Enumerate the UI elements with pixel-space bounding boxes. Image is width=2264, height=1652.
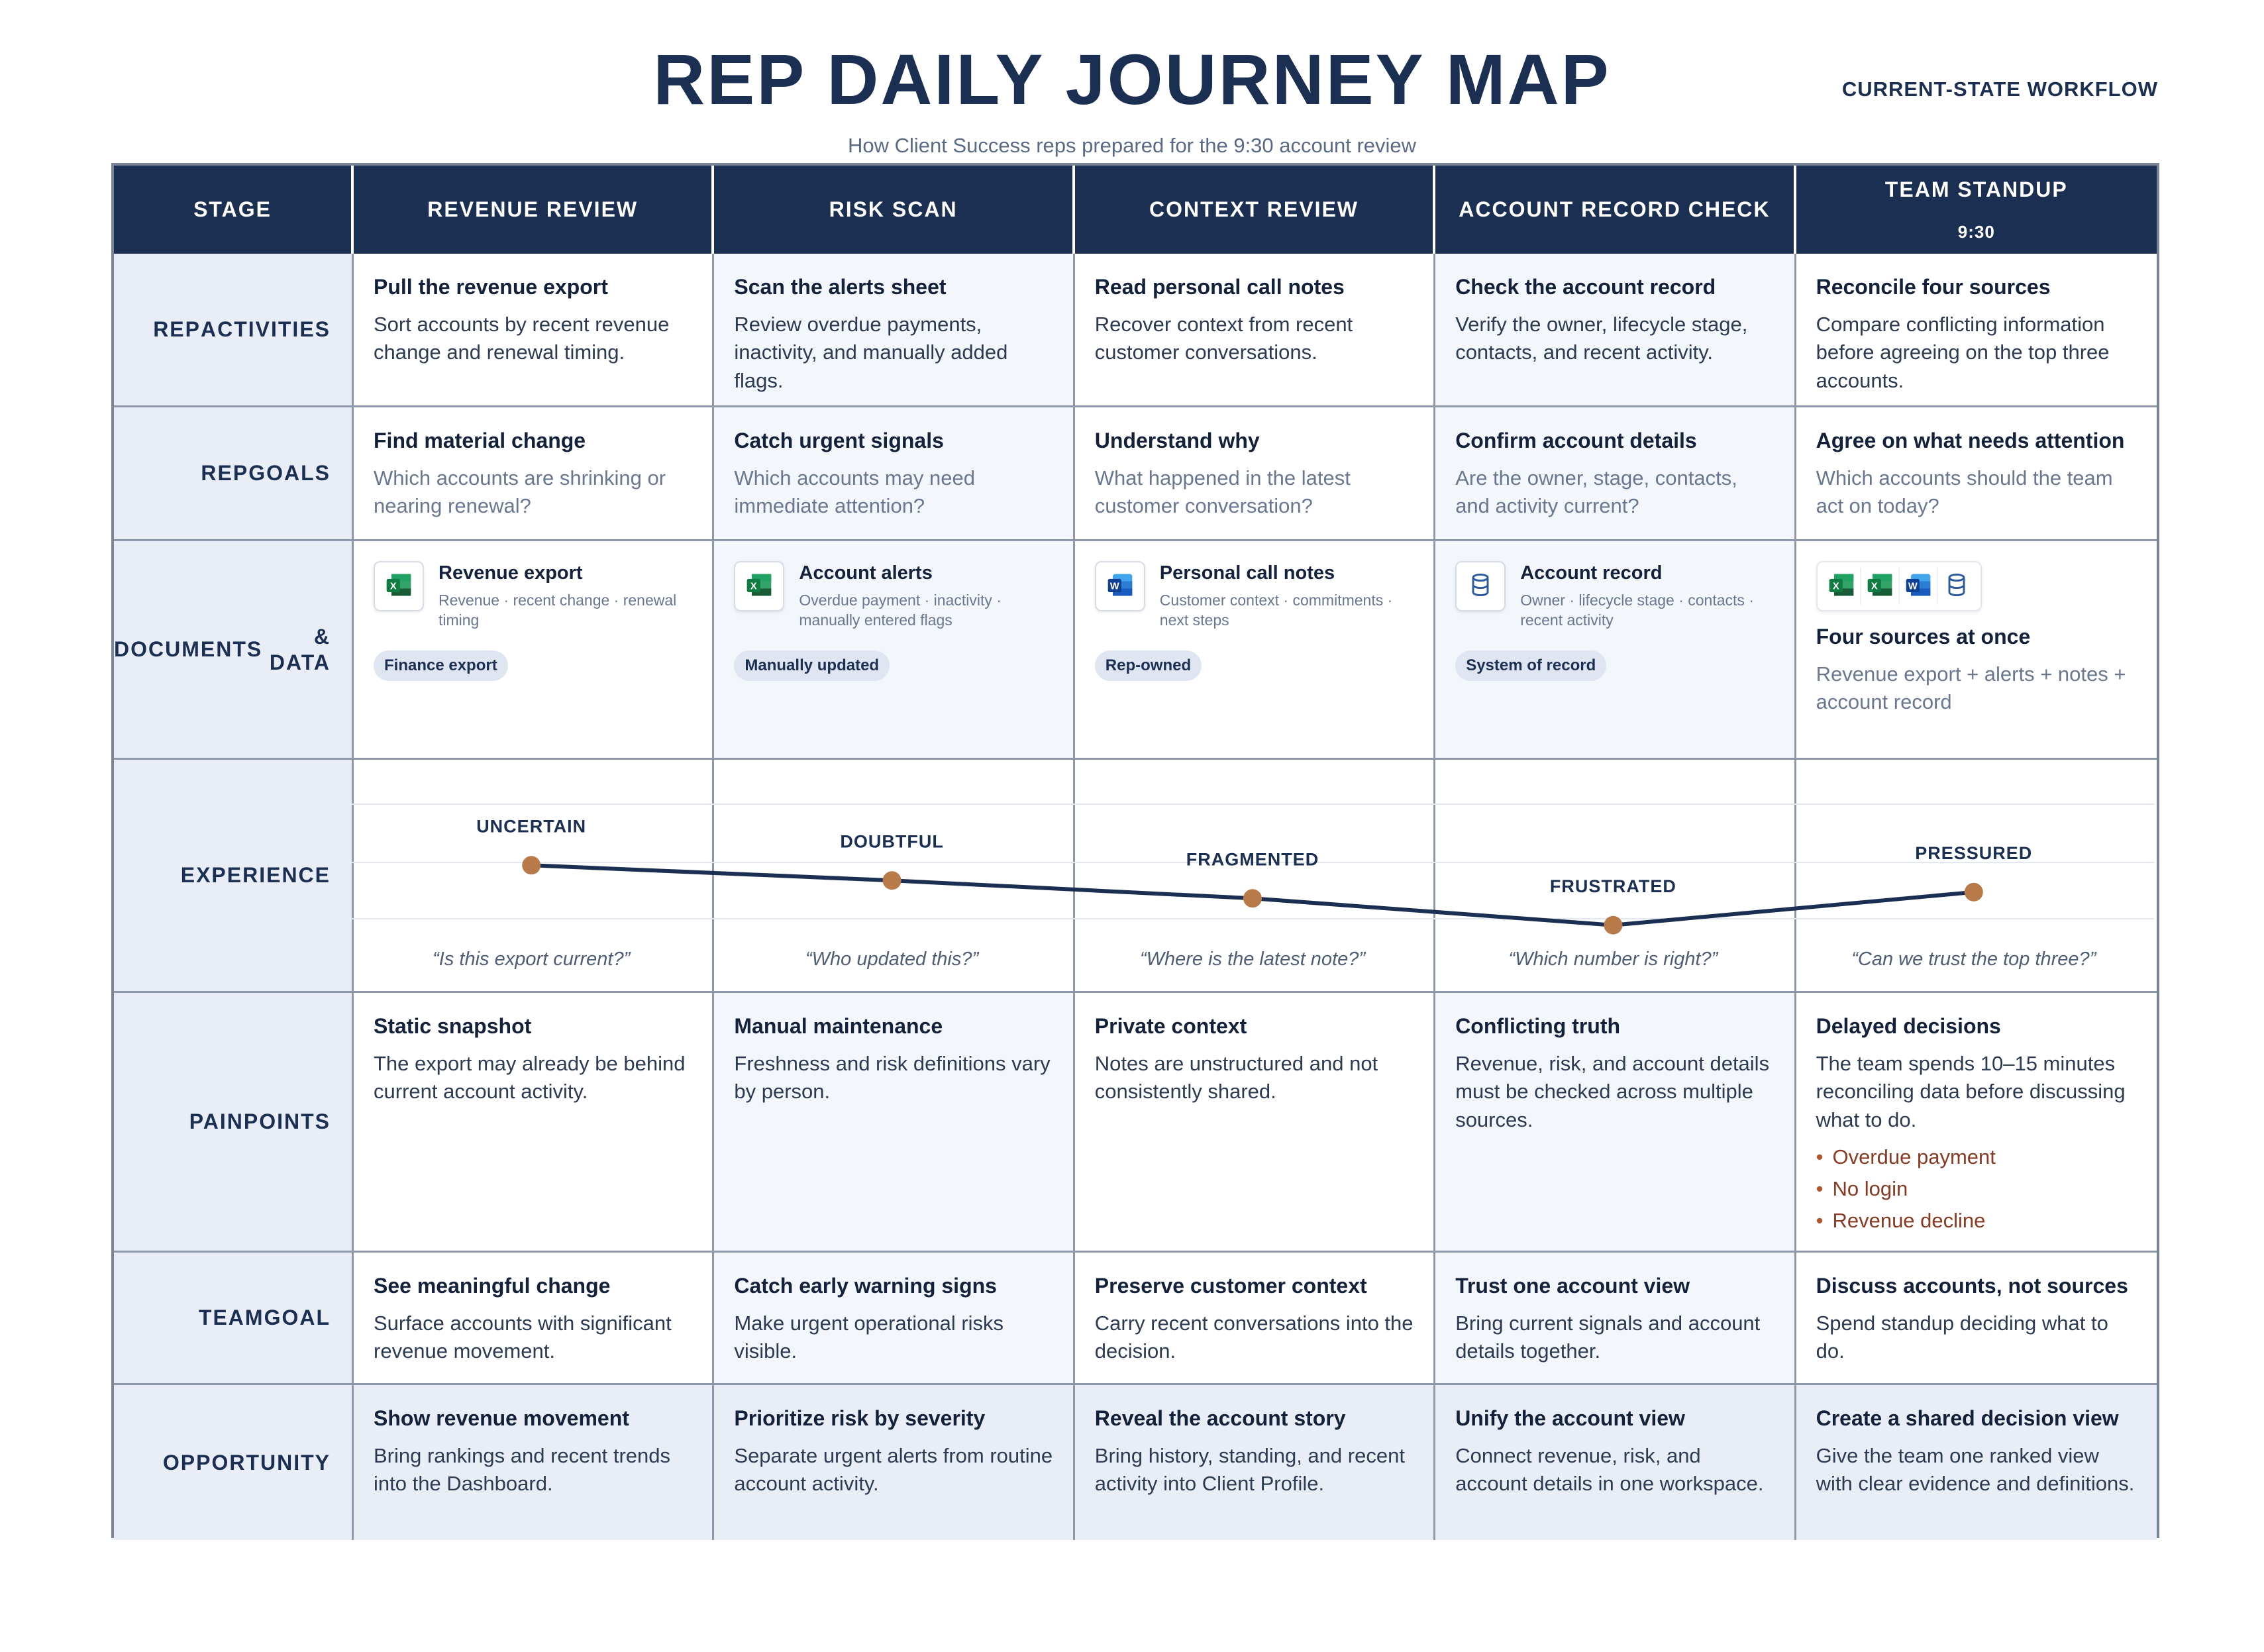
experience-quote: “Who updated this?” xyxy=(805,949,979,970)
experience-emotion: UNCERTAIN xyxy=(476,816,587,837)
goals-cell xyxy=(354,407,714,541)
goals-title: Find material change xyxy=(374,429,586,452)
svg-text:X: X xyxy=(1871,580,1878,592)
activities-text: Review overdue payments, inactivity, and manually added flags. xyxy=(734,312,1008,393)
pain-text: The export may already be behind current account activity. xyxy=(374,1051,686,1104)
opportunity-text: Bring history, standing, and recent activity into Client Profile. xyxy=(1094,1443,1405,1496)
source-badge: Rep-owned xyxy=(1095,650,1202,681)
database-icon xyxy=(1942,570,1971,603)
svg-text:X: X xyxy=(1832,580,1839,592)
team_goal-text: Make urgent operational risks visible. xyxy=(734,1311,1004,1363)
goals-text: Which accounts are shrinking or nearing renewal? xyxy=(374,466,666,518)
opportunity-text: Separate urgent alerts from routine account activity. xyxy=(734,1443,1053,1496)
stage-1 xyxy=(354,166,714,254)
document-name: Account alerts xyxy=(799,562,933,584)
team_goal-title: Preserve customer context xyxy=(1094,1274,1367,1298)
svg-text:W: W xyxy=(1109,580,1119,592)
team_goal-title: Discuss accounts, not sources xyxy=(1816,1274,2128,1298)
pain-text: Notes are unstructured and not consistently shared. xyxy=(1094,1051,1378,1104)
pain-bullet: • Overdue payment xyxy=(1816,1141,2137,1173)
documents-text: Revenue export + alerts + notes + account record xyxy=(1816,662,2126,714)
experience-quote: “Can we trust the top three?” xyxy=(1851,949,2096,970)
activities-text: Sort accounts by recent revenue change and renewal timing. xyxy=(374,312,670,364)
row-label-opportunity: OPPORTUNITY xyxy=(114,1385,354,1540)
source-badge: Manually updated xyxy=(734,650,890,681)
row-label-team_goal: TEAM GOAL xyxy=(114,1253,354,1385)
goals-cell xyxy=(1075,407,1435,541)
activities-cell xyxy=(714,254,1074,407)
excel-icon xyxy=(1827,570,1856,603)
opportunity-cell xyxy=(354,1385,714,1540)
opportunity-title: Unify the account view xyxy=(1455,1406,1685,1430)
opportunity-text: Connect revenue, risk, and account details in one workspace. xyxy=(1455,1443,1764,1496)
stage-name: TEAM STANDUP xyxy=(1884,177,2068,201)
svg-text:W: W xyxy=(1908,580,1918,592)
excel-icon xyxy=(384,570,413,603)
opportunity-text: Bring rankings and recent trends into the Dashboard. xyxy=(374,1443,671,1496)
goals-text: Which accounts may need immediate attention? xyxy=(734,466,975,518)
experience-cell xyxy=(1435,760,1796,993)
experience-cell xyxy=(1075,760,1435,993)
documents-cell xyxy=(354,541,714,760)
stage-time: 9:30 xyxy=(1957,221,1995,242)
activities-text: Verify the owner, lifecycle stage, contacts, and recent activity. xyxy=(1455,312,1748,364)
pain-title: Static snapshot xyxy=(374,1014,532,1038)
row-label-activities: REP ACTIVITIES xyxy=(114,254,354,407)
goals-title: Confirm account details xyxy=(1455,429,1697,452)
document-name: Revenue export xyxy=(438,562,583,584)
document-name: Account record xyxy=(1520,562,1663,584)
activities-cell xyxy=(1796,254,2157,407)
pain-cell xyxy=(1435,993,1796,1253)
stage-name: CONTEXT REVIEW xyxy=(1149,197,1359,221)
stage-name: REVENUE REVIEW xyxy=(427,197,639,221)
goals-cell xyxy=(714,407,1074,541)
documents-cell xyxy=(1796,541,2157,760)
activities-text: Compare conflicting information before agreeing on the top three accounts. xyxy=(1816,312,2110,393)
row-label-pain: PAIN POINTS xyxy=(114,993,354,1253)
pain-title: Conflicting truth xyxy=(1455,1014,1621,1038)
team_goal-title: Catch early warning signs xyxy=(734,1274,997,1298)
experience-emotion: FRAGMENTED xyxy=(1186,849,1319,870)
pain-title: Manual maintenance xyxy=(734,1014,943,1038)
documents-cell xyxy=(1075,541,1435,760)
experience-cell xyxy=(354,760,714,993)
opportunity-title: Show revenue movement xyxy=(374,1406,629,1430)
document-fields: Customer context · commitments · next steps xyxy=(1159,592,1393,629)
page-subtitle: How Client Success reps prepared for the 9:30 account review xyxy=(847,134,1417,157)
excel-icon xyxy=(745,570,774,603)
stage-2 xyxy=(714,166,1074,254)
experience-quote: “Where is the latest note?” xyxy=(1139,949,1366,970)
documents-title: Four sources at once xyxy=(1816,625,2031,648)
team_goal-cell xyxy=(1435,1253,1796,1385)
activities-title: Reconcile four sources xyxy=(1816,275,2051,299)
team_goal-cell xyxy=(1796,1253,2157,1385)
word-icon xyxy=(1904,570,1933,603)
opportunity-cell xyxy=(1796,1385,2157,1540)
experience-cell xyxy=(714,760,1074,993)
activities-title: Check the account record xyxy=(1455,275,1716,299)
journey-grid xyxy=(111,163,2159,1538)
experience-cell xyxy=(1796,760,2157,993)
source-badge: System of record xyxy=(1455,650,1606,681)
activities-cell xyxy=(354,254,714,407)
row-label-goals: REP GOALS xyxy=(114,407,354,541)
pain-text: The team spends 10–15 minutes reconciling data before discussing what to do. xyxy=(1816,1051,2126,1132)
pain-bullet: • No login xyxy=(1816,1173,2137,1205)
team_goal-title: See meaningful change xyxy=(374,1274,611,1298)
team_goal-cell xyxy=(354,1253,714,1385)
stage-name: RISK SCAN xyxy=(829,197,958,221)
row-label-experience: EXPERIENCE xyxy=(114,760,354,993)
pain-text: Freshness and risk definitions vary by person. xyxy=(734,1051,1051,1104)
svg-text:X: X xyxy=(389,580,397,592)
activities-title: Pull the revenue export xyxy=(374,275,608,299)
database-icon xyxy=(1466,570,1495,603)
svg-text:X: X xyxy=(750,580,758,592)
stage-name: ACCOUNT RECORD CHECK xyxy=(1459,197,1771,221)
document-name: Personal call notes xyxy=(1159,562,1335,584)
stage-4 xyxy=(1435,166,1796,254)
document-fields: Overdue payment · inactivity · manually entered flags xyxy=(799,592,1002,629)
documents-cell xyxy=(714,541,1074,760)
opportunity-cell xyxy=(714,1385,1074,1540)
experience-quote: “Is this export current?” xyxy=(433,949,631,970)
experience-quote: “Which number is right?” xyxy=(1508,949,1718,970)
activities-cell xyxy=(1435,254,1796,407)
opportunity-cell xyxy=(1075,1385,1435,1540)
source-badge: Finance export xyxy=(374,650,508,681)
opportunity-cell xyxy=(1435,1385,1796,1540)
activities-cell xyxy=(1075,254,1435,407)
pain-cell xyxy=(1796,993,2157,1253)
goals-title: Catch urgent signals xyxy=(734,429,944,452)
team_goal-title: Trust one account view xyxy=(1455,1274,1690,1298)
page-title: REP DAILY JOURNEY MAP xyxy=(653,39,1611,119)
goals-text: Are the owner, stage, contacts, and activity current? xyxy=(1455,466,1737,518)
word-icon xyxy=(1106,570,1135,603)
team_goal-text: Spend standup deciding what to do. xyxy=(1816,1311,2108,1363)
pain-title: Private context xyxy=(1094,1014,1247,1038)
workflow-tag: CURRENT-STATE WORKFLOW xyxy=(1841,77,2158,101)
opportunity-title: Create a shared decision view xyxy=(1816,1406,2119,1430)
document-fields: Owner · lifecycle stage · contacts · recent activity xyxy=(1520,592,1754,629)
goals-title: Understand why xyxy=(1094,429,1260,452)
excel-icon xyxy=(1865,570,1894,603)
pain-cell xyxy=(1075,993,1435,1253)
pain-bullet: • Revenue decline xyxy=(1816,1205,2137,1237)
team_goal-cell xyxy=(714,1253,1074,1385)
activities-text: Recover context from recent customer conversations. xyxy=(1094,312,1353,364)
goals-text: What happened in the latest customer conversation? xyxy=(1094,466,1351,518)
source-icons xyxy=(1816,561,1982,611)
team_goal-cell xyxy=(1075,1253,1435,1385)
opportunity-title: Prioritize risk by severity xyxy=(734,1406,986,1430)
experience-emotion: DOUBTFUL xyxy=(840,831,944,852)
stage-header: STAGE xyxy=(114,166,354,254)
goals-cell xyxy=(1435,407,1796,541)
documents-cell xyxy=(1435,541,1796,760)
pain-cell xyxy=(354,993,714,1253)
opportunity-title: Reveal the account story xyxy=(1094,1406,1346,1430)
activities-title: Read personal call notes xyxy=(1094,275,1345,299)
row-label-documents: DOCUMENTS & DATA xyxy=(114,541,354,760)
opportunity-text: Give the team one ranked view with clear evidence and definitions. xyxy=(1816,1443,2135,1496)
experience-emotion: PRESSURED xyxy=(1915,843,2033,863)
pain-text: Revenue, risk, and account details must be checked across multiple sources. xyxy=(1455,1051,1770,1132)
stage-5 xyxy=(1796,166,2157,254)
stage-3 xyxy=(1075,166,1435,254)
pain-cell xyxy=(714,993,1074,1253)
document-fields: Revenue · recent change · renewal timing xyxy=(438,592,677,629)
team_goal-text: Surface accounts with significant revenue movement. xyxy=(374,1311,672,1363)
pain-title: Delayed decisions xyxy=(1816,1014,2001,1038)
activities-title: Scan the alerts sheet xyxy=(734,275,947,299)
pain-bullets xyxy=(1816,1141,2137,1237)
goals-title: Agree on what needs attention xyxy=(1816,429,2125,452)
goals-cell xyxy=(1796,407,2157,541)
experience-emotion: FRUSTRATED xyxy=(1549,876,1676,896)
team_goal-text: Bring current signals and account details together. xyxy=(1455,1311,1761,1363)
team_goal-text: Carry recent conversations into the decision. xyxy=(1094,1311,1414,1363)
goals-text: Which accounts should the team act on today? xyxy=(1816,466,2113,518)
